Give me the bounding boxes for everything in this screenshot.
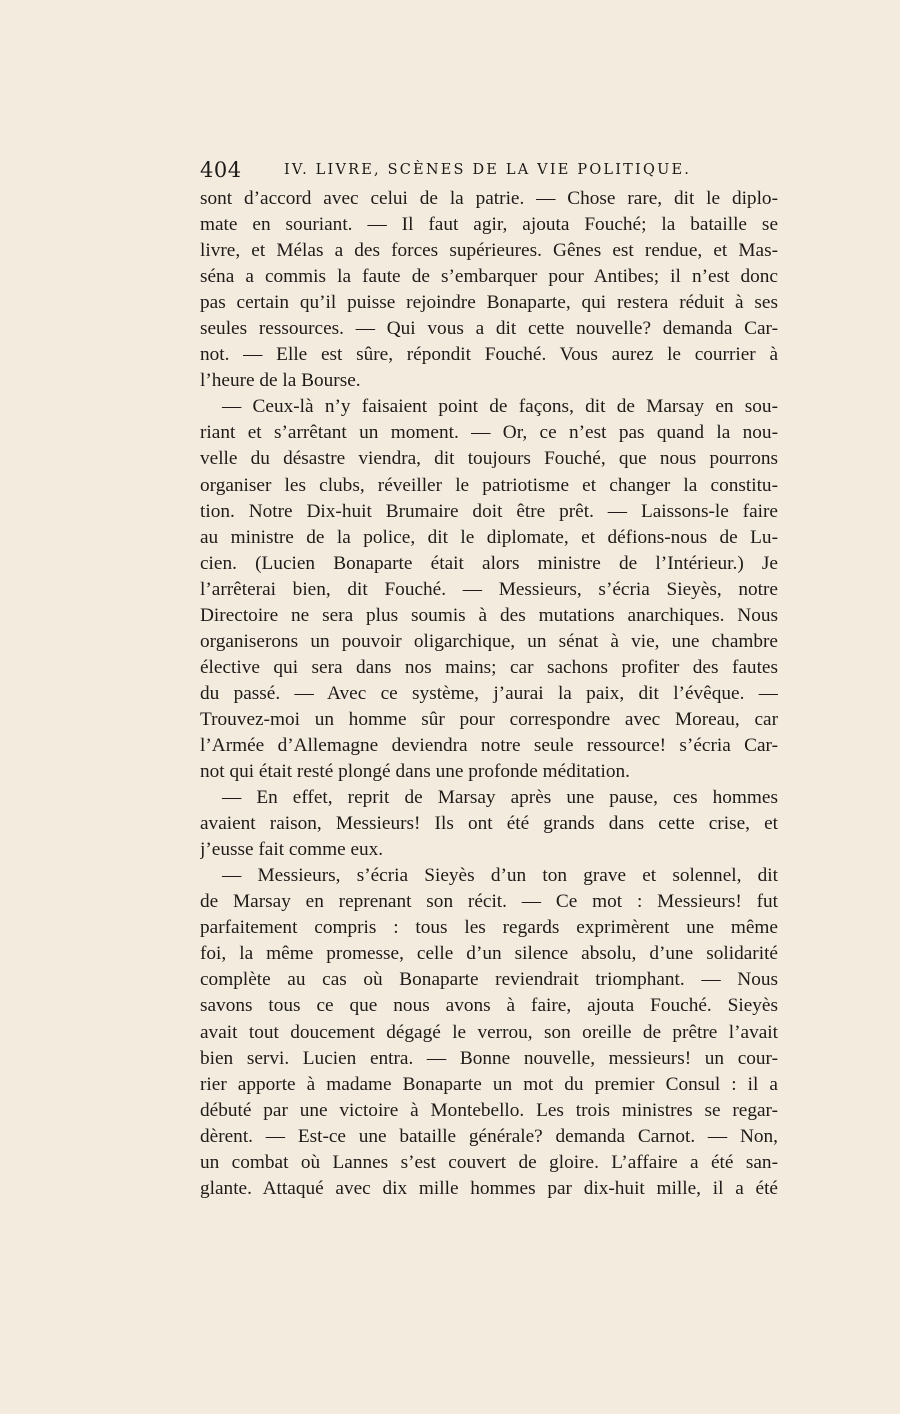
text-line: au ministre de la police, dit le diplomate, et défions-nous de Lu- <box>200 526 778 548</box>
text-line: du passé. — Avec ce système, j’aurai la paix, dit l’évêque. — <box>200 682 778 704</box>
text-line: complète au cas où Bonaparte reviendrait triomphant. — Nous <box>200 969 778 991</box>
text-line: l’arrêterai bien, dit Fouché. — Messieurs, s’écria Sieyès, notre <box>200 578 778 600</box>
text-line: tion. Notre Dix-huit Brumaire doit être prêt. — Laissons-le faire <box>200 500 778 522</box>
text-line: — En effet, reprit de Marsay après une pause, ces hommes <box>222 787 778 809</box>
text-line: Directoire ne sera plus soumis à des mutations anarchiques. Nous <box>200 604 778 626</box>
text-line: un combat où Lannes s’est couvert de gloire. L’affaire a été san- <box>200 1151 778 1173</box>
text-line: pas certain qu’il puisse rejoindre Bonaparte, qui restera réduit à ses <box>200 292 778 314</box>
text-line: dèrent. — Est-ce une bataille générale? demanda Carnot. — Non, <box>200 1125 778 1147</box>
text-line: seules ressources. — Qui vous a dit cette nouvelle? demanda Car- <box>200 318 778 340</box>
text-line: j’eusse fait comme eux. <box>200 839 384 861</box>
text-line: avait tout doucement dégagé le verrou, son oreille de prêtre l’avait <box>200 1021 778 1043</box>
running-title: IV. LIVRE, SCÈNES DE LA VIE POLITIQUE. <box>284 162 692 178</box>
text-line: foi, la même promesse, celle d’un silence absolu, d’une solidarité <box>200 943 778 965</box>
text-line: séna a commis la faute de s’embarquer pour Antibes; il n’est donc <box>200 266 778 288</box>
text-line: organiserons un pouvoir oligarchique, un sénat à vie, une chambre <box>200 630 778 652</box>
text-line: parfaitement compris : tous les regards exprimèrent une même <box>200 917 778 939</box>
text-line: velle du désastre viendra, dit toujours Fouché, que nous pourrons <box>200 448 778 470</box>
text-line: Trouvez-moi un homme sûr pour correspondre avec Moreau, car <box>200 708 778 730</box>
text-line: not. — Elle est sûre, répondit Fouché. Vous aurez le courrier à <box>200 344 778 366</box>
text-line: savons tous ce que nous avons à faire, ajouta Fouché. Sieyès <box>200 995 778 1017</box>
text-line: débuté par une victoire à Montebello. Les trois ministres se regar- <box>200 1099 778 1121</box>
text-line: rier apporte à madame Bonaparte un mot du premier Consul : il a <box>200 1073 778 1095</box>
text-line: mate en souriant. — Il faut agir, ajouta Fouché; la bataille se <box>200 214 778 236</box>
text-line: riant et s’arrêtant un moment. — Or, ce n’est pas quand la nou- <box>200 422 778 444</box>
text-line: élective qui sera dans nos mains; car sachons profiter des fautes <box>200 656 778 678</box>
body-text <box>200 186 778 1202</box>
text-line: not qui était resté plongé dans une profonde méditation. <box>200 761 630 783</box>
text-line: sont d’accord avec celui de la patrie. — Chose rare, dit le diplo- <box>200 188 778 209</box>
running-head <box>200 158 780 188</box>
text-line: — Messieurs, s’écria Sieyès d’un ton grave et solennel, dit <box>222 865 778 887</box>
text-line: glante. Attaqué avec dix mille hommes par dix-huit mille, il a été <box>200 1177 778 1199</box>
text-line: l’Armée d’Allemagne deviendra notre seule ressource! s’écria Car- <box>200 734 778 756</box>
text-line: — Ceux-là n’y faisaient point de façons, dit de Marsay en sou- <box>222 396 778 418</box>
text-line: cien. (Lucien Bonaparte était alors ministre de l’Intérieur.) Je <box>200 552 778 574</box>
text-line: organiser les clubs, réveiller le patriotisme et changer la constitu- <box>200 474 778 496</box>
text-line: l’heure de la Bourse. <box>200 370 361 392</box>
page-number: 404 <box>200 158 242 182</box>
text-line: de Marsay en reprenant son récit. — Ce mot : Messieurs! fut <box>200 891 778 913</box>
text-line: avaient raison, Messieurs! Ils ont été grands dans cette crise, et <box>200 813 778 835</box>
text-line: bien servi. Lucien entra. — Bonne nouvelle, messieurs! un cour- <box>200 1047 778 1069</box>
text-line: livre, et Mélas a des forces supérieures. Gênes est rendue, et Mas- <box>200 240 778 262</box>
